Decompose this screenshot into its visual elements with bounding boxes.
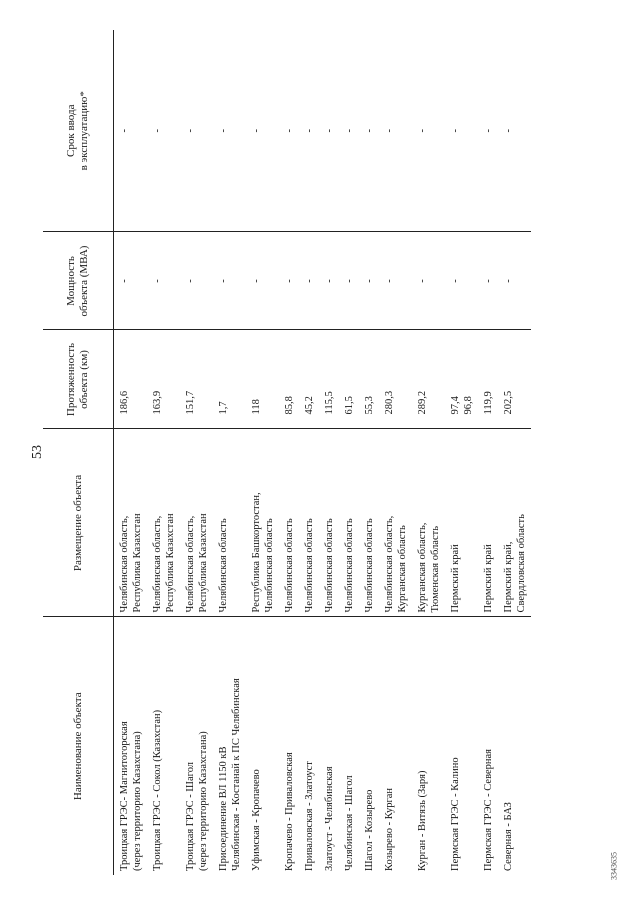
cell-line: Наименование объекта: [71, 692, 84, 801]
cell-term: -: [279, 30, 299, 232]
cell-location: [279, 429, 299, 617]
cell-name: [299, 617, 319, 875]
cell-power: -: [114, 232, 148, 330]
cell-line: 115,5: [324, 391, 335, 415]
table-row: [339, 30, 359, 875]
cell-line: 85,8: [284, 396, 295, 415]
cell-line: Мощность: [65, 256, 77, 306]
table-row: [478, 30, 498, 875]
cell-length: [180, 330, 213, 429]
cell-term: -: [412, 30, 445, 232]
cell-name: [478, 617, 498, 875]
cell-name: [147, 617, 180, 875]
cell-name: [279, 617, 299, 875]
cell-line: Северная - БАЗ: [503, 802, 514, 871]
header-term: [43, 30, 114, 232]
cell-term: -: [180, 30, 213, 232]
cell-line: Челябинская область: [344, 518, 355, 613]
cell-line: Курган - Витязь (Заря): [417, 770, 428, 871]
cell-line: Пермская ГРЭС - Калино: [450, 757, 461, 871]
cell-line: Республика Казахстан: [165, 513, 176, 613]
cell-length: [445, 330, 478, 429]
cell-line: в эксплуатацию*: [78, 91, 90, 171]
cell-line: Троицкая ГРЭС - Сокол (Казахстан): [152, 709, 163, 871]
cell-length: [339, 330, 359, 429]
cell-line: Республика Казахстан: [132, 513, 143, 613]
document-code: 3343635: [609, 852, 619, 880]
cell-line: (через территорию Казахстана): [132, 731, 143, 871]
cell-line: Республика Башкортостан,: [251, 492, 262, 613]
cell-line: Челябинская область,: [152, 515, 163, 613]
table-row: [445, 30, 478, 875]
cell-line: Троицкая ГРЭС- Магнитогорская: [119, 721, 130, 871]
power-lines-table: [43, 30, 531, 875]
cell-power: -: [498, 232, 531, 330]
cell-length: [498, 330, 531, 429]
cell-power: -: [246, 232, 279, 330]
cell-location: [498, 429, 531, 617]
cell-length: [359, 330, 379, 429]
cell-line: 55,3: [364, 396, 375, 415]
cell-location: [445, 429, 478, 617]
cell-line: Челябинская область: [364, 518, 375, 613]
header-length: [43, 330, 114, 429]
table-row: [359, 30, 379, 875]
cell-term: -: [114, 30, 148, 232]
cell-length: [412, 330, 445, 429]
cell-location: [246, 429, 279, 617]
cell-term: -: [299, 30, 319, 232]
cell-line: 45,2: [304, 396, 315, 415]
cell-location: [478, 429, 498, 617]
cell-term: -: [213, 30, 246, 232]
cell-line: Челябинская область: [284, 518, 295, 613]
cell-line: Челябинская область,: [185, 515, 196, 613]
cell-line: Курганская область: [397, 525, 408, 613]
cell-term: -: [478, 30, 498, 232]
table-row: [114, 30, 148, 875]
cell-name: [114, 617, 148, 875]
cell-location: [299, 429, 319, 617]
cell-line: 163,9: [152, 390, 163, 415]
cell-power: -: [412, 232, 445, 330]
cell-term: -: [498, 30, 531, 232]
cell-line: объекта (км): [78, 350, 90, 409]
cell-name: [445, 617, 478, 875]
table-row: [299, 30, 319, 875]
cell-power: -: [180, 232, 213, 330]
cell-line: Республика Казахстан: [198, 513, 209, 613]
cell-power: -: [319, 232, 339, 330]
cell-line: 1,7: [218, 401, 229, 415]
cell-line: Размещение объекта: [71, 474, 84, 572]
cell-line: Присоединение ВЛ 1150 кВ: [218, 746, 229, 871]
cell-name: [246, 617, 279, 875]
table-row: [213, 30, 246, 875]
cell-length: [478, 330, 498, 429]
cell-power: -: [299, 232, 319, 330]
cell-location: [213, 429, 246, 617]
cell-power: -: [147, 232, 180, 330]
cell-line: Челябинская - Шагол: [344, 775, 355, 871]
cell-line: Челябинская область,: [119, 515, 130, 613]
cell-line: Пермский край: [450, 544, 461, 613]
cell-location: [180, 429, 213, 617]
cell-length: [319, 330, 339, 429]
cell-line: Уфимская - Кропачево: [251, 769, 262, 871]
cell-name: [359, 617, 379, 875]
cell-location: [379, 429, 412, 617]
cell-power: -: [445, 232, 478, 330]
cell-name: [379, 617, 412, 875]
cell-name: [498, 617, 531, 875]
cell-term: -: [246, 30, 279, 232]
cell-line: объекта (МВА): [78, 245, 90, 317]
cell-line: Срок ввода: [65, 104, 77, 157]
cell-line: Челябинская область: [218, 518, 229, 613]
cell-line: Челябинская область: [324, 518, 335, 613]
table-header-row: [43, 30, 114, 875]
cell-power: -: [359, 232, 379, 330]
cell-line: Козырево - Курган: [384, 787, 395, 871]
cell-line: 202,5: [503, 390, 514, 415]
table-row: [498, 30, 531, 875]
cell-location: [114, 429, 148, 617]
cell-term: -: [319, 30, 339, 232]
cell-length: [147, 330, 180, 429]
cell-length: [213, 330, 246, 429]
cell-line: 97,4: [450, 396, 461, 415]
page-number: 53: [30, 445, 45, 459]
cell-line: Златоуст - Челябинская: [324, 766, 335, 871]
cell-line: Челябинская область: [264, 518, 275, 613]
cell-line: Кропачево - Приваловская: [284, 752, 295, 871]
table-row: [246, 30, 279, 875]
cell-line: 186,6: [119, 390, 130, 415]
cell-line: Тюменская область: [430, 525, 441, 613]
table-body: [114, 30, 532, 875]
cell-term: -: [445, 30, 478, 232]
cell-location: [319, 429, 339, 617]
cell-length: [379, 330, 412, 429]
cell-line: Приваловская - Златоуст: [304, 761, 315, 871]
cell-line: (через территорию Казахстана): [198, 731, 209, 871]
cell-line: 280,3: [384, 390, 395, 415]
header-location: [43, 429, 114, 617]
cell-line: Свердловская область: [516, 514, 527, 613]
cell-line: Челябинская - Костанай к ПС Челябинская: [231, 678, 242, 871]
cell-line: Челябинская область: [304, 518, 315, 613]
cell-line: 118: [251, 399, 262, 415]
table-row: [279, 30, 299, 875]
cell-power: -: [279, 232, 299, 330]
cell-term: -: [147, 30, 180, 232]
rotated-table-container: [43, 30, 608, 875]
cell-power: -: [379, 232, 412, 330]
header-name: [43, 617, 114, 875]
cell-line: Челябинская область,: [384, 515, 395, 613]
cell-name: [339, 617, 359, 875]
cell-length: [246, 330, 279, 429]
cell-line: 151,7: [185, 390, 196, 415]
cell-name: [412, 617, 445, 875]
table-row: [319, 30, 339, 875]
table-row: [379, 30, 412, 875]
cell-power: -: [478, 232, 498, 330]
cell-term: -: [339, 30, 359, 232]
cell-line: Троицкая ГРЭС - Шагол: [185, 761, 196, 871]
cell-location: [147, 429, 180, 617]
cell-line: Пермский край,: [503, 541, 514, 613]
table-row: [147, 30, 180, 875]
cell-power: -: [213, 232, 246, 330]
cell-line: 289,2: [417, 390, 428, 415]
cell-name: [180, 617, 213, 875]
cell-name: [319, 617, 339, 875]
cell-power: -: [339, 232, 359, 330]
table-row: [180, 30, 213, 875]
cell-length: [279, 330, 299, 429]
cell-line: Протяженность: [65, 342, 77, 417]
cell-length: [299, 330, 319, 429]
cell-location: [412, 429, 445, 617]
cell-term: -: [359, 30, 379, 232]
cell-location: [359, 429, 379, 617]
cell-line: 96,8: [463, 396, 474, 415]
cell-term: -: [379, 30, 412, 232]
cell-line: Шагол - Козырево: [364, 789, 375, 871]
cell-line: Курганская область,: [417, 522, 428, 613]
cell-name: [213, 617, 246, 875]
cell-location: [339, 429, 359, 617]
header-power: [43, 232, 114, 330]
cell-line: Пермский край: [483, 544, 494, 613]
cell-line: Пермская ГРЭС - Северная: [483, 749, 494, 871]
cell-line: 61,5: [344, 396, 355, 415]
table-row: [412, 30, 445, 875]
cell-line: 119,9: [483, 391, 494, 415]
cell-length: [114, 330, 148, 429]
